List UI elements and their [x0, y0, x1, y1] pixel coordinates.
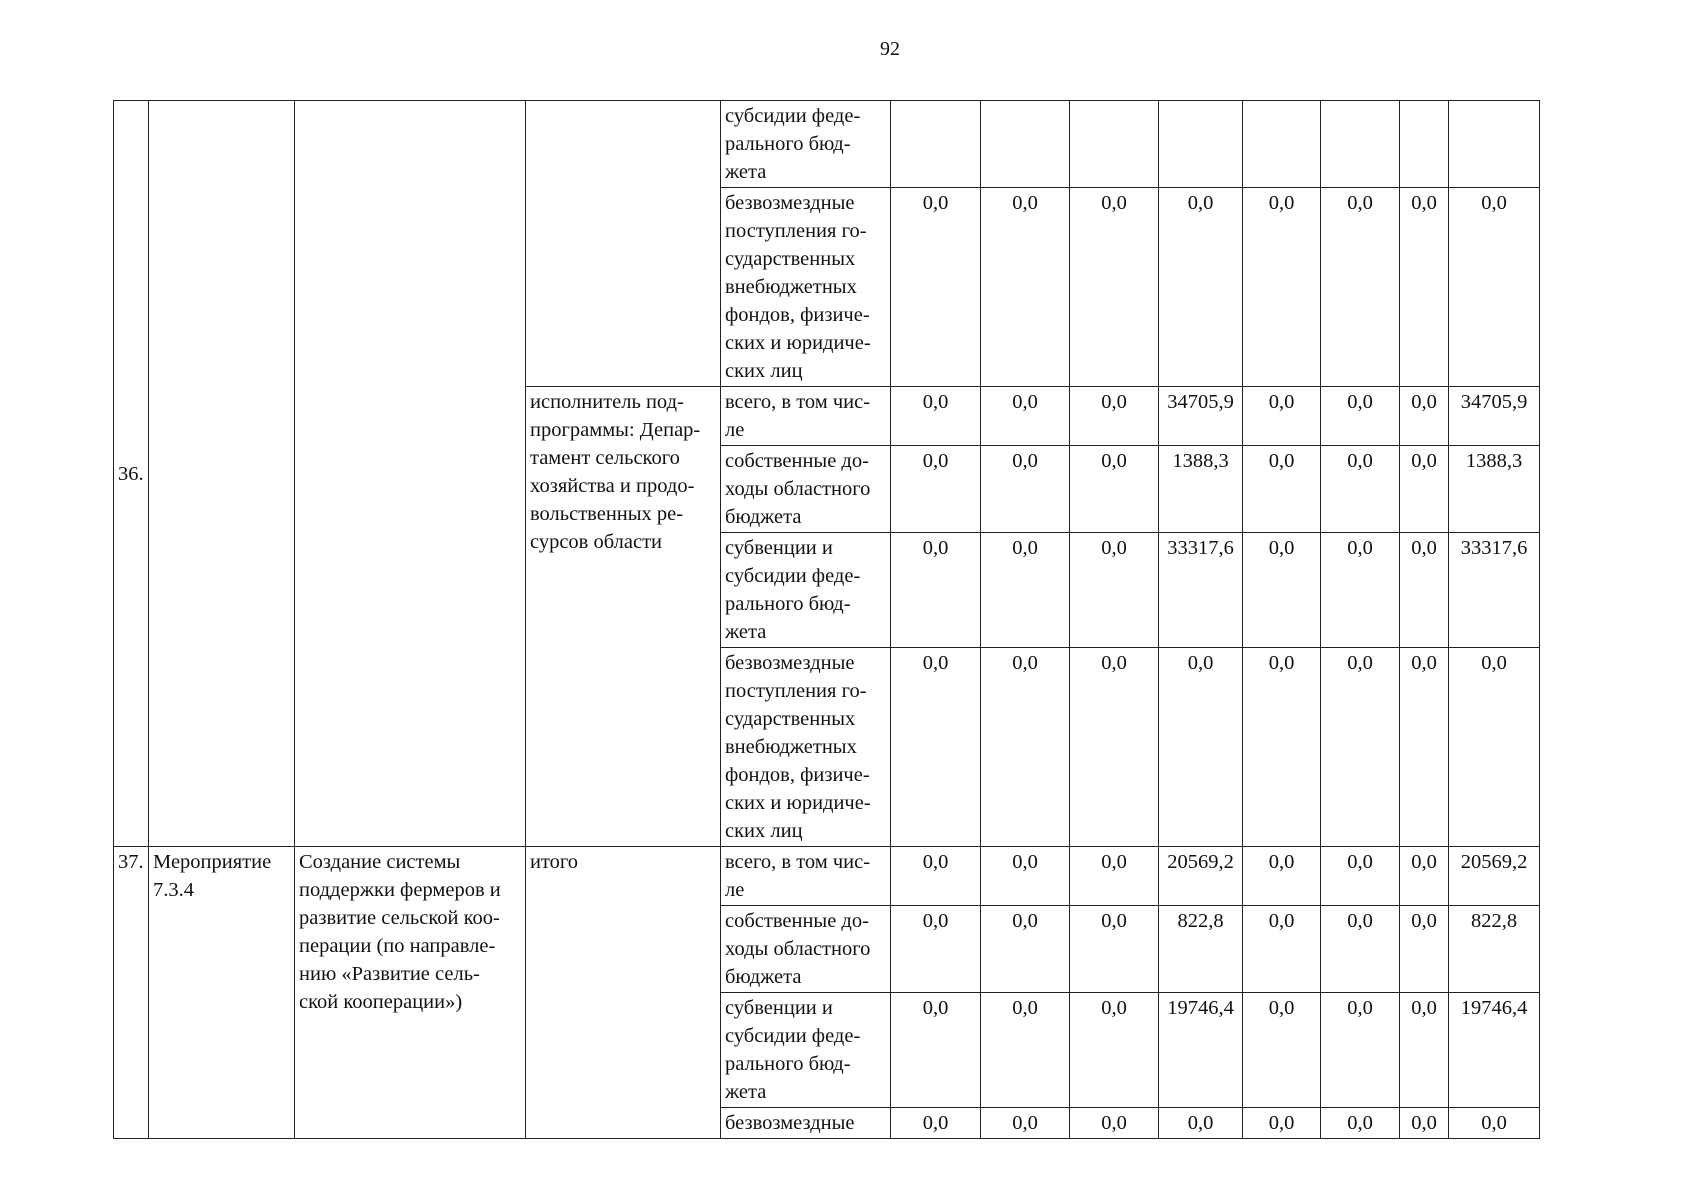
value-cell: 0,0: [1070, 847, 1159, 906]
value-cell: 0,0: [1243, 648, 1321, 847]
value-cell: 0,0: [1400, 648, 1449, 847]
value-cell: 822,8: [1159, 906, 1243, 993]
value-cell: 0,0: [1321, 387, 1400, 446]
executor-cell-36: исполнитель под- программы: Депар- тамент сельского хозяйства и продо- вольственных ре- сурсов области: [526, 387, 721, 847]
value-cell: 0,0: [1321, 1108, 1400, 1139]
value-cell: 0,0: [891, 1108, 981, 1139]
value-cell: 0,0: [981, 906, 1070, 993]
title-cell-36: [295, 101, 526, 847]
funding-source-label: всего, в том чис- ле: [721, 847, 891, 906]
value-cell: 0,0: [981, 533, 1070, 648]
page-number: 92: [880, 38, 900, 60]
value-cell: 0,0: [1070, 387, 1159, 446]
executor-cell-empty: [526, 101, 721, 387]
value-cell: 0,0: [1070, 188, 1159, 387]
row-number-36: [114, 101, 149, 847]
value-cell: 1388,3: [1159, 446, 1243, 533]
value-cell: 19746,4: [1449, 993, 1540, 1108]
funding-source-label: субвенции и субсидии феде- рального бюд- жета: [721, 993, 891, 1108]
value-cell: 0,0: [981, 847, 1070, 906]
value-cell: 33317,6: [1449, 533, 1540, 648]
value-cell: [1243, 101, 1321, 188]
value-cell: 20569,2: [1159, 847, 1243, 906]
value-cell: 0,0: [1070, 533, 1159, 648]
value-cell: 0,0: [1400, 387, 1449, 446]
value-cell: [891, 101, 981, 188]
value-cell: 0,0: [1159, 188, 1243, 387]
value-cell: [1449, 101, 1540, 188]
value-cell: [1321, 101, 1400, 188]
table-row: [114, 847, 1540, 906]
value-cell: 0,0: [1243, 1108, 1321, 1139]
table-row: [114, 101, 1540, 188]
executor-cell-37: итого: [526, 847, 721, 1139]
value-cell: 0,0: [1400, 993, 1449, 1108]
value-cell: 0,0: [1070, 648, 1159, 847]
value-cell: 0,0: [891, 993, 981, 1108]
row-number-36-label: 36.: [118, 462, 144, 485]
value-cell: 0,0: [981, 387, 1070, 446]
value-cell: 0,0: [1243, 533, 1321, 648]
value-cell: 0,0: [1321, 533, 1400, 648]
value-cell: 0,0: [1070, 1108, 1159, 1139]
value-cell: 1388,3: [1449, 446, 1540, 533]
value-cell: 0,0: [891, 648, 981, 847]
funding-source-label: безвозмездные: [721, 1108, 891, 1139]
value-cell: 0,0: [981, 993, 1070, 1108]
value-cell: 0,0: [1243, 906, 1321, 993]
value-cell: 0,0: [891, 387, 981, 446]
funding-source-label: безвозмездные поступления го- сударственных внебюджетных фондов, физиче- ских и юридиче- ских лиц: [721, 188, 891, 387]
funding-source-label: собственные до- ходы областного бюджета: [721, 446, 891, 533]
value-cell: [981, 101, 1070, 188]
value-cell: 822,8: [1449, 906, 1540, 993]
value-cell: 0,0: [1400, 533, 1449, 648]
value-cell: [1159, 101, 1243, 188]
measure-cell-37: Мероприятие 7.3.4: [149, 847, 295, 1139]
value-cell: 0,0: [981, 446, 1070, 533]
value-cell: 0,0: [1449, 188, 1540, 387]
value-cell: 33317,6: [1159, 533, 1243, 648]
value-cell: 0,0: [1400, 847, 1449, 906]
value-cell: 0,0: [1449, 1108, 1540, 1139]
measure-cell-36: [149, 101, 295, 847]
value-cell: 0,0: [1070, 993, 1159, 1108]
value-cell: 0,0: [891, 906, 981, 993]
value-cell: 34705,9: [1449, 387, 1540, 446]
value-cell: 0,0: [1321, 906, 1400, 993]
value-cell: 0,0: [1243, 446, 1321, 533]
value-cell: 0,0: [1070, 446, 1159, 533]
funding-source-label: субсидии феде- рального бюд- жета: [721, 101, 891, 188]
value-cell: [1070, 101, 1159, 188]
value-cell: 19746,4: [1159, 993, 1243, 1108]
value-cell: 0,0: [1243, 188, 1321, 387]
value-cell: 0,0: [1243, 847, 1321, 906]
value-cell: 34705,9: [1159, 387, 1243, 446]
value-cell: 0,0: [1321, 188, 1400, 387]
value-cell: 20569,2: [1449, 847, 1540, 906]
funding-source-label: субвенции и субсидии феде- рального бюд- жета: [721, 533, 891, 648]
funding-source-label: всего, в том чис- ле: [721, 387, 891, 446]
value-cell: 0,0: [1400, 446, 1449, 533]
value-cell: 0,0: [1400, 906, 1449, 993]
value-cell: 0,0: [1159, 648, 1243, 847]
value-cell: 0,0: [981, 1108, 1070, 1139]
value-cell: 0,0: [1321, 446, 1400, 533]
value-cell: 0,0: [1321, 993, 1400, 1108]
funding-source-label: собственные до- ходы областного бюджета: [721, 906, 891, 993]
value-cell: 0,0: [1243, 993, 1321, 1108]
value-cell: 0,0: [981, 188, 1070, 387]
value-cell: 0,0: [981, 648, 1070, 847]
title-cell-37: Создание системы поддержки фермеров и развитие сельской коо- перации (по направле- нию «Развитие сель- ской кооперации»): [295, 847, 526, 1139]
value-cell: 0,0: [891, 847, 981, 906]
value-cell: 0,0: [891, 188, 981, 387]
value-cell: 0,0: [1400, 188, 1449, 387]
value-cell: 0,0: [1321, 847, 1400, 906]
funding-source-label: безвозмездные поступления го- сударственных внебюджетных фондов, физиче- ских и юридиче- ских лиц: [721, 648, 891, 847]
row-number-37: 37.: [114, 847, 149, 1139]
value-cell: [1400, 101, 1449, 188]
value-cell: 0,0: [1321, 648, 1400, 847]
value-cell: 0,0: [1243, 387, 1321, 446]
value-cell: 0,0: [1449, 648, 1540, 847]
value-cell: 0,0: [1159, 1108, 1243, 1139]
value-cell: 0,0: [1070, 906, 1159, 993]
value-cell: 0,0: [1400, 1108, 1449, 1139]
value-cell: 0,0: [891, 446, 981, 533]
budget-table: [113, 100, 1540, 1139]
value-cell: 0,0: [891, 533, 981, 648]
